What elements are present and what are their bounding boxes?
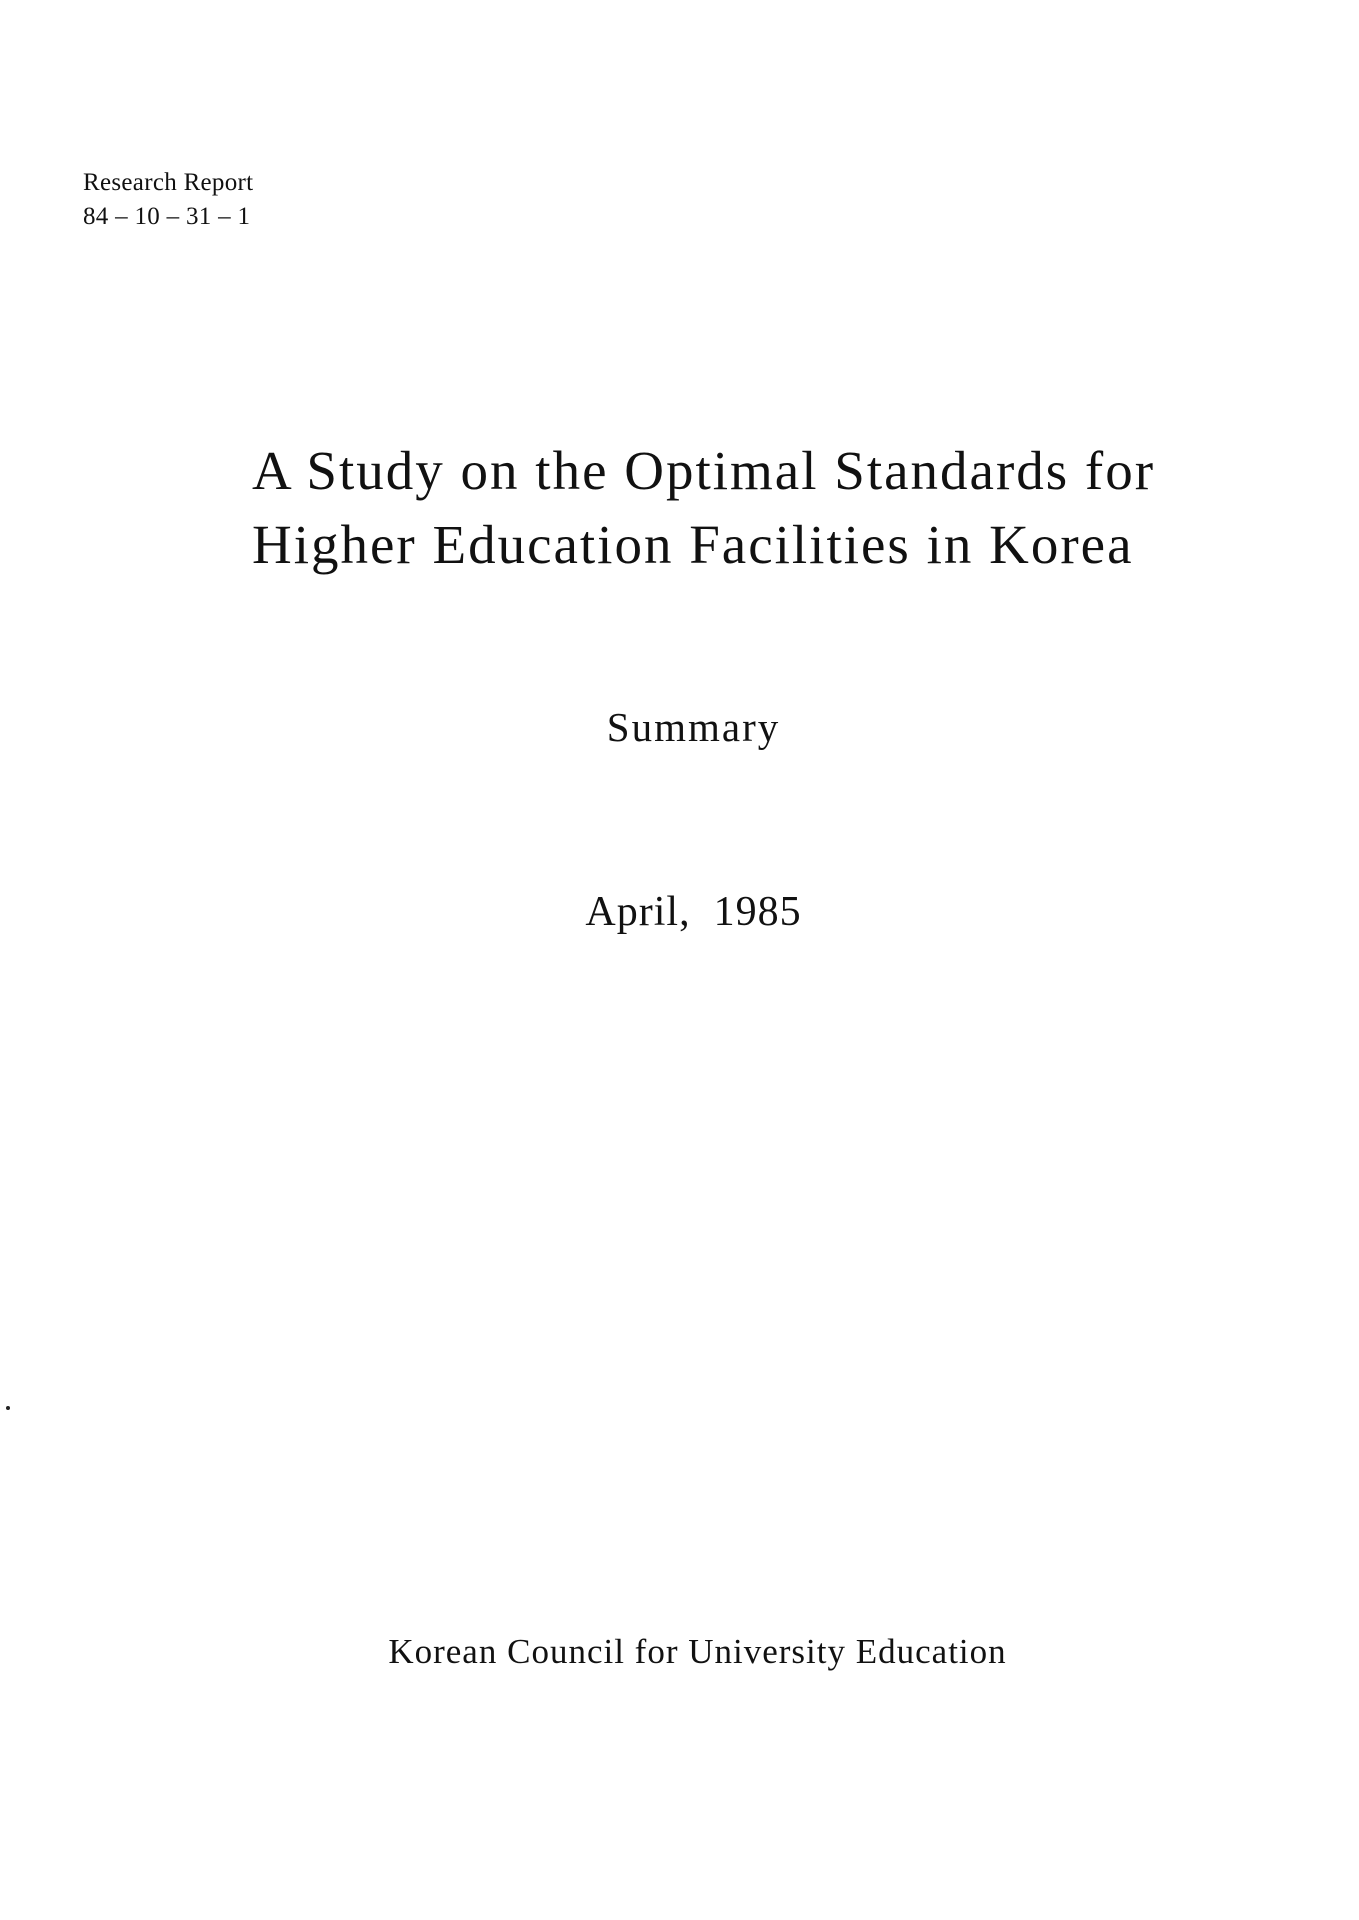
title-line-2: Higher Education Facilities in Korea bbox=[252, 514, 1134, 575]
publication-date: April, 1985 bbox=[585, 889, 802, 935]
document-title bbox=[252, 434, 1155, 582]
scan-speck bbox=[6, 1406, 10, 1410]
publisher-name: Korean Council for University Education bbox=[388, 1632, 1007, 1671]
title-line-1: A Study on the Optimal Standards for bbox=[252, 440, 1156, 501]
report-type-label: Research Report bbox=[83, 169, 254, 196]
report-identifier bbox=[83, 166, 253, 234]
document-subtitle: Summary bbox=[606, 704, 781, 750]
report-number: 84 – 10 – 31 – 1 bbox=[83, 203, 251, 230]
